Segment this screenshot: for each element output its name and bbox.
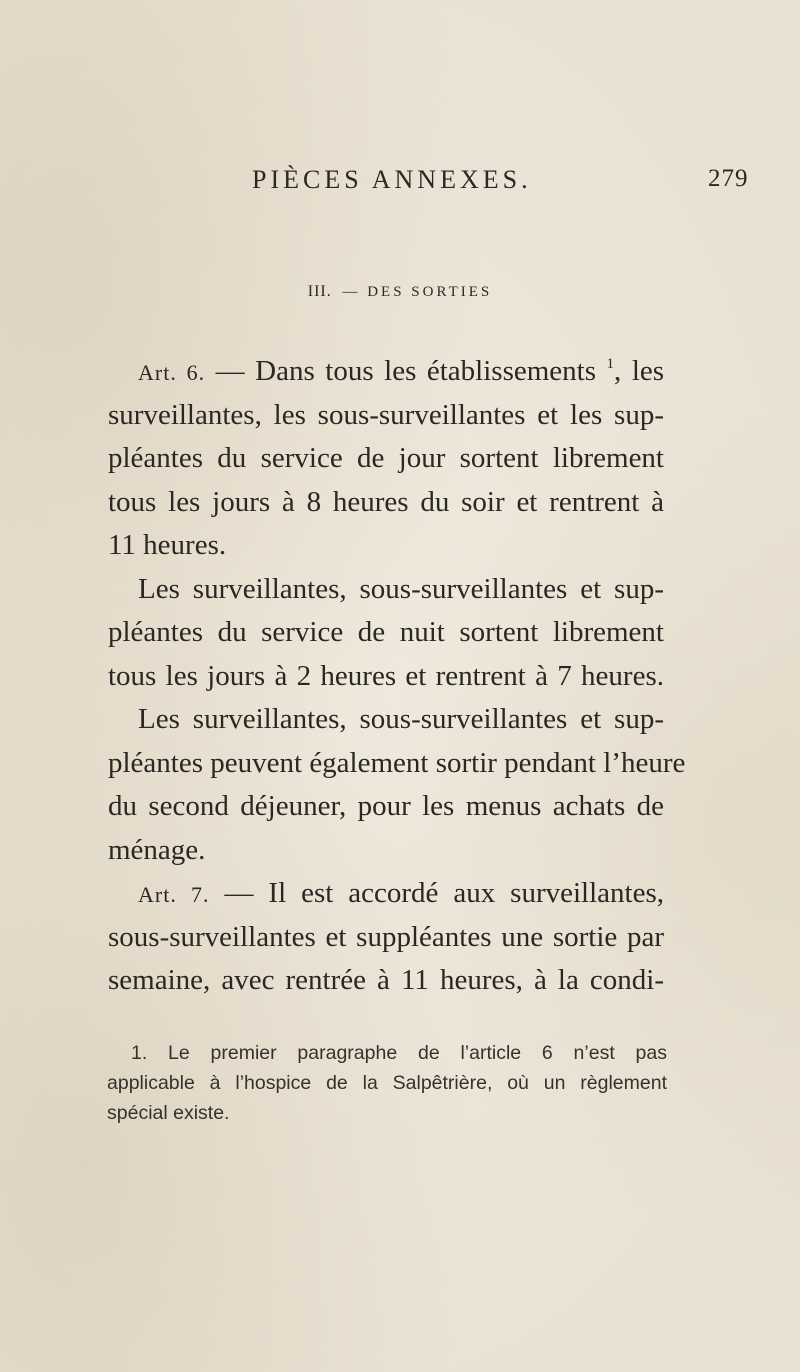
- footnote-line: spécial existe.: [107, 1102, 230, 1124]
- text-line: Les surveillantes, sous-surveillantes et sup-: [138, 572, 664, 605]
- section-number: III.: [307, 283, 332, 300]
- section-title: — DES SORTIES: [342, 284, 493, 300]
- text-line: surveillantes, les sous-surveillantes et les sup-: [108, 398, 664, 431]
- footnote-line: 1. Le premier paragraphe de l’article 6 n’est pas: [131, 1042, 667, 1064]
- running-title: PIÈCES ANNEXES.: [252, 165, 532, 194]
- text-line: ménage.: [108, 833, 206, 866]
- text-line: tous les jours à 2 heures et rentrent à 7 heures.: [108, 659, 664, 692]
- article-label: Art. 7.: [138, 882, 210, 907]
- footnote: [107, 1038, 667, 1128]
- text-line: Les surveillantes, sous-surveillantes et sup-: [138, 703, 664, 735]
- footnote-line: applicable à l’hospice de la Salpêtrière, où un règlement: [107, 1072, 667, 1094]
- text-line: pléantes peuvent également sortir pendant l’heure: [108, 746, 686, 779]
- page-number: 279: [708, 165, 749, 192]
- text-fragment: — Il est accordé aux surveillantes,: [224, 877, 665, 909]
- text-line: tous les jours à 8 heures du soir et rentrent à: [108, 485, 664, 518]
- text-line: pléantes du service de nuit sortent librement: [108, 616, 664, 648]
- text-line: sous-surveillantes et suppléantes une sortie par: [108, 920, 664, 953]
- text-line: pléantes du service de jour sortent librement: [108, 442, 664, 474]
- text-fragment: , les: [614, 355, 665, 387]
- text-line: du second déjeuner, pour les menus achats de: [108, 790, 664, 822]
- section-heading: [0, 283, 800, 301]
- body-text: [108, 350, 686, 1003]
- article-label: Art. 6.: [138, 360, 206, 385]
- running-head: [0, 165, 800, 205]
- text-line: semaine, avec rentrée à 11 heures, à la condi-: [108, 964, 664, 996]
- text-line: 11 heures.: [108, 529, 227, 561]
- footnote-reference: 1: [606, 356, 615, 372]
- text-fragment: — Dans tous les établissements: [215, 355, 597, 387]
- text-line: [108, 872, 664, 916]
- text-line: [108, 350, 664, 394]
